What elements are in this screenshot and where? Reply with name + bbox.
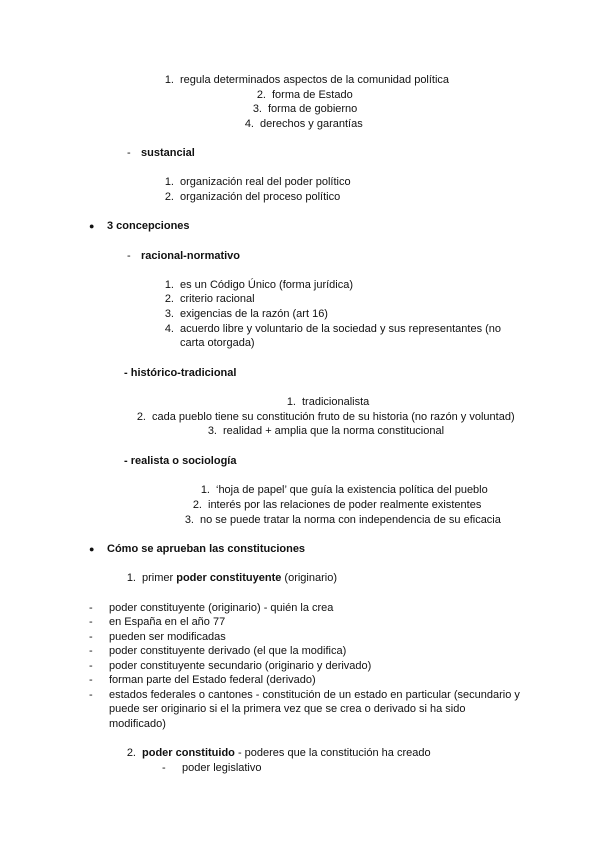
list-item: 1. es un Código Único (forma jurídica) <box>164 279 354 291</box>
list-item: 2. interés por las relaciones de poder realmente existentes <box>192 499 482 511</box>
list-item: - poder constituyente (originario) - quién la crea <box>89 602 334 614</box>
list-item: 2. cada pueblo tiene su constitución fruto de su historia (no razón y voluntad) <box>136 411 515 423</box>
list-item: 1. tradicionalista <box>286 396 370 408</box>
list-item: 3. exigencias de la razón (art 16) <box>164 308 328 320</box>
list-item-continuation: modificado) <box>109 718 166 730</box>
list-item: 3. realidad + amplia que la norma constitucional <box>207 425 445 437</box>
list-item: - poder constituyente derivado (el que la modifica) <box>89 645 347 657</box>
list-item: 2. organización del proceso político <box>164 191 341 203</box>
list-item: - forman parte del Estado federal (derivado) <box>89 674 316 686</box>
section-heading-historico: - histórico-tradicional <box>124 367 237 379</box>
section-heading-concepciones: ● 3 concepciones <box>89 220 190 232</box>
list-item: 1. regula determinados aspectos de la comunidad política <box>164 74 450 86</box>
list-item: - en España en el año 77 <box>89 616 226 628</box>
list-item: - estados federales o cantones - constitución de un estado en particular (secundario y <box>89 689 520 701</box>
list-item: 1. organización real del poder político <box>164 176 351 188</box>
list-item-segundo: 2. poder constituido - poderes que la constitución ha creado <box>126 747 431 759</box>
list-item: 4. derechos y garantías <box>244 118 363 130</box>
section-heading-aprueban: ● Cómo se aprueban las constituciones <box>89 543 306 555</box>
list-item: - poder legislativo <box>162 762 262 774</box>
list-item: 2. forma de Estado <box>256 89 353 101</box>
list-item: 4. acuerdo libre y voluntario de la sociedad y sus representantes (no <box>164 323 502 335</box>
section-heading-sustancial: - sustancial <box>127 147 195 159</box>
list-item-continuation: carta otorgada) <box>180 337 255 349</box>
section-heading-realista: - realista o sociología <box>124 455 237 467</box>
section-heading-racional: - racional-normativo <box>127 250 241 262</box>
list-item: - pueden ser modificadas <box>89 631 226 643</box>
list-item: 3. forma de gobierno <box>252 103 358 115</box>
list-item-primer: 1. primer poder constituyente (originario) <box>126 572 337 584</box>
list-item: 3. no se puede tratar la norma con independencia de su eficacia <box>184 514 501 526</box>
list-item: 2. criterio racional <box>164 293 255 305</box>
list-item: 1. ‘hoja de papel’ que guía la existencia política del pueblo <box>200 484 488 496</box>
list-item-continuation: puede ser originario si el la primera vez que se crea o derivado si ha sido <box>109 703 466 715</box>
list-item: - poder constituyente secundario (originario y derivado) <box>89 660 372 672</box>
